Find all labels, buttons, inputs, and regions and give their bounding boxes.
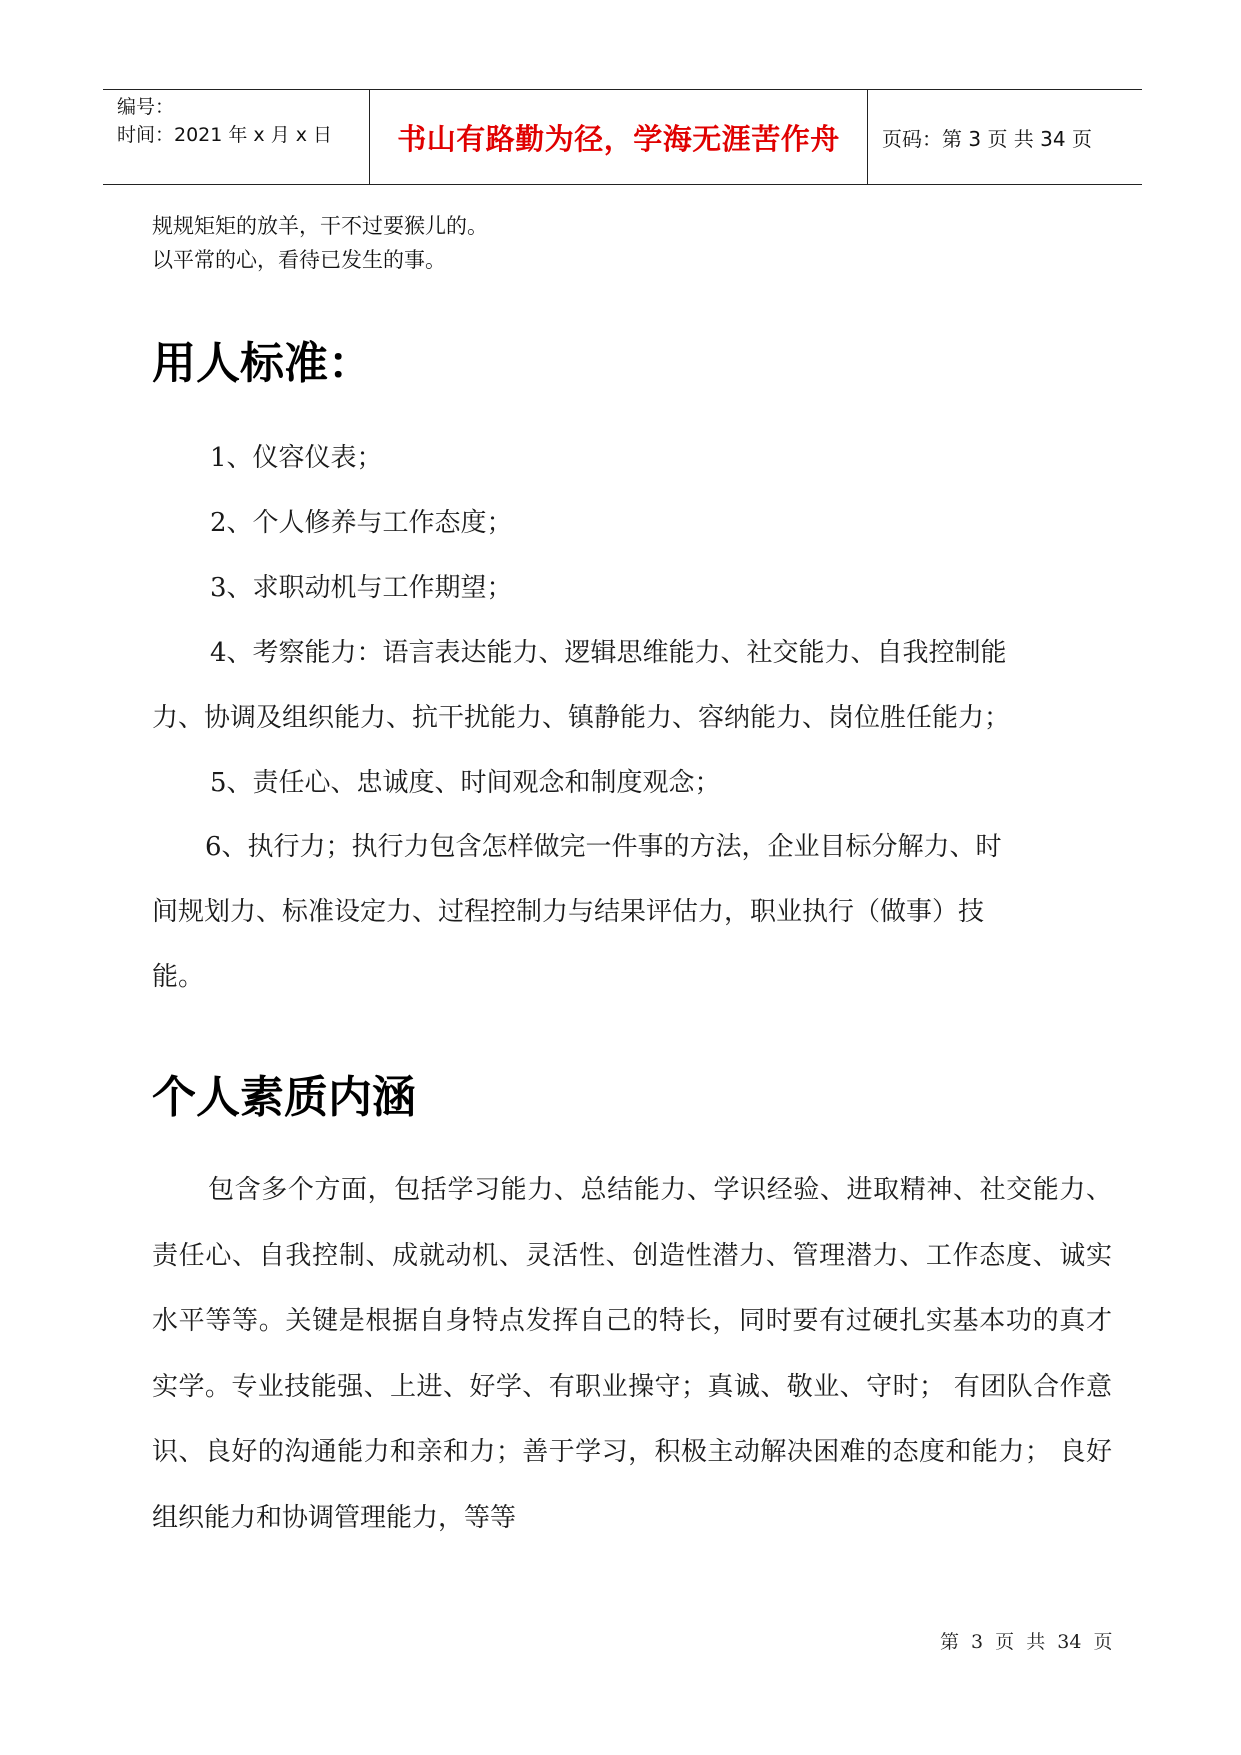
list-item: 5、责任心、忠诚度、时间观念和制度观念； — [210, 768, 721, 798]
header-info-cell — [103, 90, 368, 184]
document-number-label: 编号： — [117, 96, 175, 118]
section-heading: 个人素质内涵 — [152, 1072, 416, 1123]
intro-line: 规规矩矩的放羊，干不过要猴儿的。 — [152, 214, 488, 238]
list-item-continuation: 能。 — [152, 962, 205, 992]
list-item: 1、仪容仪表； — [210, 443, 383, 473]
header-motto-cell — [369, 90, 868, 184]
list-item: 2、个人修养与工作态度； — [210, 508, 513, 538]
header-page-code: 页码：第 3 页 共 34 页 — [882, 126, 1092, 151]
page-footer: 第 3 页 共 34 页 — [940, 1631, 1113, 1653]
header-motto: 书山有路勤为径，学海无涯苦作舟 — [397, 121, 840, 156]
header-page-cell — [868, 90, 1142, 184]
body-paragraph: 包含多个方面，包括学习能力、总结能力、学识经验、进取精神、社交能力、责任心、自我控制、成就动机、灵活性、创造性潜力、管理潜力、工作态度、诚实水平等等。关键是根据自身特点发挥自己的特长，同时要有过硬扎实基本功的真才实学。专业技能强、上进、好学、有职业操守；真诚、敬业、守时； 有团队合作意识、良好的沟通能力和亲和力；善于学习，积极主动解决困难的态度和能力； 良好组织能力和协调管理能力，等等 — [152, 1175, 1112, 1533]
list-item-continuation: 间规划力、标准设定力、过程控制力与结果评估力，职业执行（做事）技 — [152, 897, 985, 927]
intro-line: 以平常的心，看待已发生的事。 — [152, 248, 446, 272]
document-time-label: 时间：2021 年 x 月 x 日 — [117, 124, 333, 146]
list-item-continuation: 力、协调及组织能力、抗干扰能力、镇静能力、容纳能力、岗位胜任能力； — [152, 703, 1011, 733]
list-item: 6、执行力；执行力包含怎样做完一件事的方法，企业目标分解力、时 — [205, 832, 1002, 862]
list-item: 3、求职动机与工作期望； — [210, 573, 513, 603]
document-header — [103, 89, 1142, 185]
section-heading: 用人标准： — [152, 338, 372, 389]
list-item: 4、考察能力：语言表达能力、逻辑思维能力、社交能力、自我控制能 — [210, 638, 1007, 668]
